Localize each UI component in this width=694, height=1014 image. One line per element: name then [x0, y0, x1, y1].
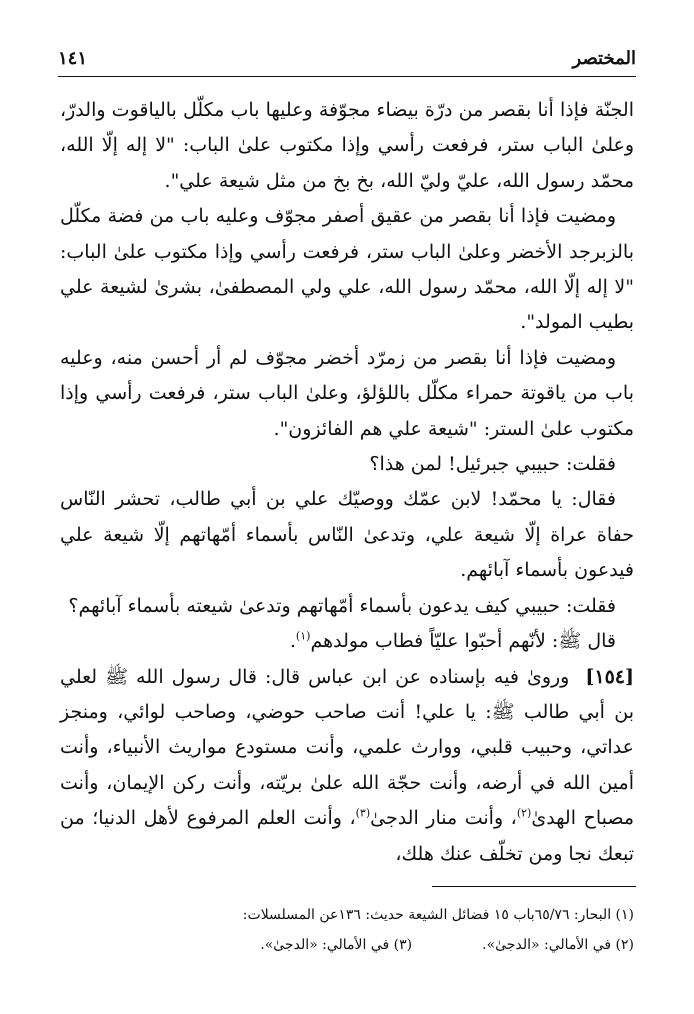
footnote-ref-2[interactable]: (٢): [516, 806, 532, 820]
paragraph-7: [60, 624, 634, 659]
footnotes: [60, 900, 634, 960]
paragraph-8: [60, 660, 634, 872]
main-text: [60, 93, 634, 872]
page-number: ١٤١: [58, 48, 88, 69]
footnote-divider: [432, 886, 636, 887]
footnote-2: (٢) في الأمالي: «الدجىٰ».: [482, 937, 634, 953]
paragraph-4: فقلت: حبيبي جبرئيل! لمن هذا؟: [369, 453, 616, 476]
paragraph-3: ومضيت فإذا أنا بقصر من زمرّد أخضر مجوّف لم أر أحسن منه، وعليه باب من ياقوتة حمراء مكلّل باللؤلؤ، وعلىٰ الباب ستر، فرفعت رأسي وإذا مكتوب علىٰ الستر: "شيعة علي هم الفائزون".: [60, 346, 634, 440]
footnote-ref-1[interactable]: (١): [295, 629, 311, 643]
paragraph-8-part-c: ، وأنت العلم المرفوع لأهل الدنيا؛ من تبعك نجا ومن تخلّف عنك هلك،: [60, 807, 634, 865]
paragraph-8-part-b: ، وأنت منار الدجىٰ: [370, 807, 517, 830]
paragraph-7-end: .: [289, 630, 296, 653]
footnote-3: (٣) في الأمالي: «الدجىٰ».: [260, 937, 413, 953]
footnote-row: [60, 930, 634, 960]
paragraph-5: فقال: يا محمّد! لابن عمّك ووصيّك علي بن أبي طالب، تحشر النّاس حفاة عراة إلّا شيعة علي، وتدعىٰ النّاس بأسماء أمّهاتهم إلّا شيعة علي فيدعون بأسماء آبائهم.: [60, 488, 634, 582]
paragraph-6: فقلت: حبيبي كيف يدعون بأسماء أمّهاتهم وتدعىٰ شيعته بأسماء آبائهم؟: [68, 594, 616, 617]
paragraph-1: الجنّة فإذا أنا بقصر من درّة بيضاء مجوّفة وعليها باب مكلّل بالياقوت والدرّ، وعلىٰ الباب ستر، فرفعت رأسي وإذا مكتوب علىٰ الباب: "لا إله إلّا الله، محمّد رسول الله، عليّ وليّ الله، بخ بخ من مثل شيعة علي".: [60, 99, 634, 192]
book-title: المختصر: [572, 48, 636, 69]
paragraph-2: ومضيت فإذا أنا بقصر من عقيق أصفر مجوّف وعليه باب من فضة مكلّل بالزبرجد الأخضر وعلىٰ الباب ستر، فرفعت رأسي وإذا مكتوب علىٰ الباب: "لا إله إلّا الله، محمّد رسول الله، علي ولي المصطفىٰ، بشرىٰ لشيعة علي بطيب المولد".: [60, 205, 634, 334]
footnote-ref-3[interactable]: (٣): [355, 806, 371, 820]
paragraph-8-part-a: وروىٰ فيه بإسناده عن ابن عباس قال: قال رسول الله ﷺ لعلي بن أبي طالب ﷺ: يا علي! أنت صاحب حوضي، وصاحب لوائي، ومنجز عداتي، وحبيب قلبي، ووارث علمي، وأنت مستودع مواريث الأنبياء، وأنت أمين الله في أرضه، وأنت حجّة الله علىٰ بريّته، وأنت ركن الإيمان، وأنت مصباح الهدىٰ: [60, 665, 634, 830]
page-header: [58, 44, 636, 74]
hadith-number: [١٥٤]: [585, 665, 634, 688]
header-divider: [58, 76, 636, 77]
paragraph-7-text: قال ﷺ: لأنّهم أحبّوا عليّاً فطاب مولدهم: [310, 630, 616, 653]
footnote-1: (١) البحار: ٦٥/٧٦باب ١٥ فضائل الشيعة حديث: ١٣٦عن المسلسلات:: [242, 907, 634, 923]
